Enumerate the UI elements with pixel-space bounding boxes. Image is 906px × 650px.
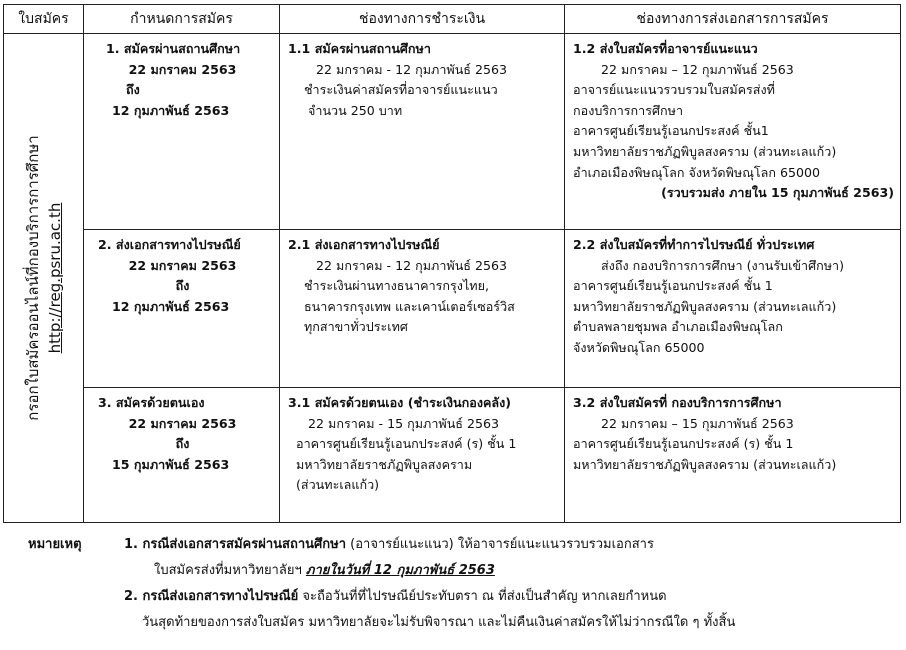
note-1-cont-text: ใบสมัครส่งที่มหาวิทยาลัยฯ — [154, 563, 306, 578]
notes-section — [28, 532, 898, 636]
admission-table — [3, 4, 901, 523]
header-application: ใบสมัคร — [4, 5, 84, 34]
schedule-start: 22 มกราคม 2563 — [128, 257, 237, 273]
payment-line: (ส่วนทะเลแก้ว) — [296, 477, 380, 493]
documents-footer: (รวบรวมส่ง ภายใน 15 กุมภาพันธ์ 2563) — [661, 185, 894, 201]
documents-line: อาคารศูนย์เรียนรู้เอนกประสงค์ (ร) ชั้น 1 — [573, 436, 794, 452]
table-row — [4, 34, 901, 230]
header-row — [4, 5, 901, 34]
notes-label: หมายเหตุ — [28, 537, 82, 552]
table-row — [4, 230, 901, 388]
table-row — [4, 388, 901, 523]
payment-cell — [280, 388, 565, 523]
payment-title: 3.1 สมัครด้วยตนเอง (ชำระเงินกองคลัง) — [288, 395, 512, 410]
documents-title: 1.2 ส่งใบสมัครที่อาจารย์แนะแนว — [573, 41, 758, 56]
documents-line: 22 มกราคม – 12 กุมภาพันธ์ 2563 — [601, 61, 794, 77]
documents-line: อาจารย์แนะแนวรวบรวมใบสมัครส่งที่ — [573, 82, 775, 98]
schedule-to: ถึง — [126, 82, 140, 98]
note-1-continued — [28, 558, 898, 584]
documents-line: มหาวิทยาลัยราชภัฏพิบูลสงคราม (ส่วนทะเลแก้ว) — [573, 298, 837, 314]
payment-line: ชำระเงินค่าสมัครที่อาจารย์แนะแนว — [304, 82, 498, 98]
note-2-heading: 2. กรณีส่งเอกสารทางไปรษณีย์ — [124, 589, 299, 604]
schedule-end: 12 กุมภาพันธ์ 2563 — [112, 298, 230, 314]
schedule-to: ถึง — [175, 436, 190, 452]
documents-line: 22 มกราคม – 15 กุมภาพันธ์ 2563 — [601, 415, 794, 431]
note-2-cont-text: วันสุดท้ายของการส่งใบสมัคร มหาวิทยาลัยจะไม่รับพิจารณา และไม่คืนเงินค่าสมัครให้ไม่ว่ากรณีใด ๆ ทั้งสิ้น — [142, 615, 736, 630]
documents-title: 3.2 ส่งใบสมัครที่ กองบริการการศึกษา — [573, 395, 782, 410]
schedule-to: ถึง — [175, 278, 190, 294]
payment-title: 2.1 ส่งเอกสารทางไปรษณีย์ — [288, 237, 440, 252]
schedule-title: 1. สมัครผ่านสถานศึกษา — [106, 41, 241, 56]
note-1-deadline: ภายในวันที่ 12 กุมภาพันธ์ 2563 — [305, 563, 495, 578]
documents-line: มหาวิทยาลัยราชภัฏพิบูลสงคราม (ส่วนทะเลแก้ว) — [573, 456, 837, 472]
documents-line: กองบริการการศึกษา — [573, 102, 684, 118]
schedule-start: 22 มกราคม 2563 — [128, 61, 237, 77]
payment-line: 22 มกราคม - 15 กุมภาพันธ์ 2563 — [308, 415, 500, 431]
documents-cell — [565, 388, 901, 523]
documents-line: อำเภอเมืองพิษณุโลก จังหวัดพิษณุโลก 65000 — [573, 164, 821, 180]
note-2 — [28, 584, 898, 610]
payment-line: ธนาคารกรุงเทพ และเคาน์เตอร์เซอร์วิส — [304, 298, 515, 314]
side-label-text: กรอกใบสมัครออนไลน์ที่กองบริการการศึกษา — [23, 135, 42, 421]
side-label — [22, 135, 66, 420]
side-label-cell — [4, 34, 84, 523]
documents-cell — [565, 230, 901, 388]
schedule-title: 3. สมัครด้วยตนเอง — [98, 395, 205, 410]
note-1 — [28, 532, 898, 558]
schedule-cell — [84, 230, 280, 388]
payment-line: ชำระเงินผ่านทางธนาคารกรุงไทย, — [304, 278, 489, 294]
schedule-end: 15 กุมภาพันธ์ 2563 — [112, 456, 230, 472]
payment-line: จำนวน 250 บาท — [308, 102, 403, 118]
documents-line: อาคารศูนย์เรียนรู้เอนกประสงค์ ชั้น1 — [573, 123, 769, 139]
documents-line: จังหวัดพิษณุโลก 65000 — [573, 339, 705, 355]
note-1-text: (อาจารย์แนะแนว) ให้อาจารย์แนะแนวรวบรวมเอกสาร — [346, 537, 654, 552]
schedule-end: 12 กุมภาพันธ์ 2563 — [112, 102, 230, 118]
payment-line: มหาวิทยาลัยราชภัฏพิบูลสงคราม — [296, 456, 473, 472]
header-schedule: กำหนดการสมัคร — [84, 5, 280, 34]
documents-cell — [565, 34, 901, 230]
schedule-title: 2. ส่งเอกสารทางไปรษณีย์ — [98, 237, 241, 252]
payment-cell — [280, 34, 565, 230]
note-1-heading: 1. กรณีส่งเอกสารสมัครผ่านสถานศึกษา — [124, 537, 347, 552]
registration-url-link[interactable]: http://reg.psru.ac.th — [45, 202, 64, 354]
payment-line: 22 มกราคม - 12 กุมภาพันธ์ 2563 — [316, 61, 508, 77]
documents-line: ตำบลพลายชุมพล อำเภอเมืองพิษณุโลก — [573, 319, 783, 335]
header-documents: ช่องทางการส่งเอกสารการสมัคร — [565, 5, 901, 34]
schedule-cell — [84, 34, 280, 230]
documents-title: 2.2 ส่งใบสมัครที่ทำการไปรษณีย์ ทั่วประเทศ — [573, 237, 815, 252]
header-payment: ช่องทางการชำระเงิน — [280, 5, 565, 34]
schedule-cell — [84, 388, 280, 523]
payment-line: ทุกสาขาทั่วประเทศ — [304, 319, 408, 335]
note-2-continued — [28, 610, 898, 636]
payment-title: 1.1 สมัครผ่านสถานศึกษา — [288, 41, 431, 56]
documents-line: ส่งถึง กองบริการการศึกษา (งานรับเข้าศึกษา) — [601, 257, 845, 273]
documents-line: อาคารศูนย์เรียนรู้เอนกประสงค์ ชั้น 1 — [573, 278, 773, 294]
documents-line: มหาวิทยาลัยราชภัฏพิบูลสงคราม (ส่วนทะเลแก้ว) — [573, 143, 837, 159]
payment-cell — [280, 230, 565, 388]
payment-line: 22 มกราคม - 12 กุมภาพันธ์ 2563 — [316, 257, 508, 273]
note-2-text: จะถือวันที่ที่ไปรษณีย์ประทับตรา ณ ที่ส่งเป็นสำคัญ หากเลยกำหนด — [298, 589, 667, 604]
schedule-start: 22 มกราคม 2563 — [128, 415, 237, 431]
payment-line: อาคารศูนย์เรียนรู้เอนกประสงค์ (ร) ชั้น 1 — [296, 436, 517, 452]
